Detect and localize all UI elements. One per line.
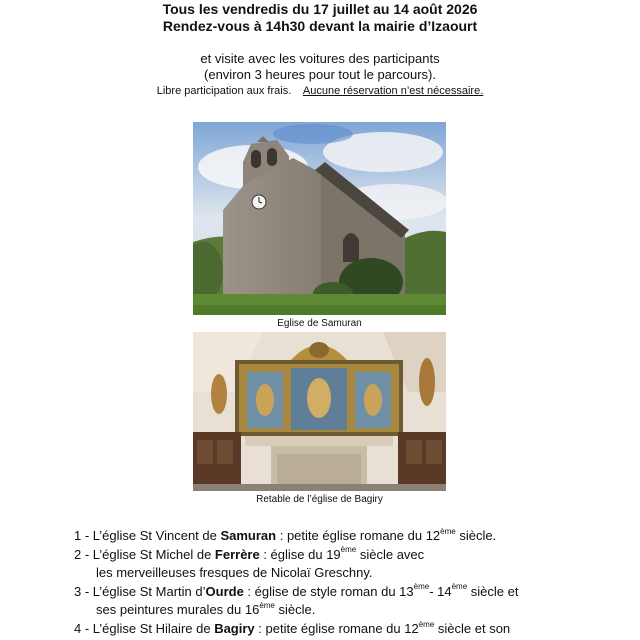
list-item-continuation: les merveilleuses fresques de Nicolaï Greschny.	[96, 565, 373, 581]
bagiry-altarpiece-photo	[193, 332, 446, 491]
place-name: Samuran	[220, 528, 277, 543]
church-list	[74, 527, 634, 639]
place-name: Ferrère	[214, 546, 260, 562]
bagiry-photo-caption: Retable de l’église de Bagiry	[256, 494, 383, 505]
participation-text: Libre participation aux frais.	[156, 85, 292, 97]
header-meeting-point: Rendez-vous à 14h30 devant la mairie d’Izaourt	[162, 18, 478, 34]
place-name: Bagiry	[214, 620, 255, 636]
intro-participation-line	[0, 84, 640, 98]
list-item: 1 - L’église St Vincent de Samuran : petite église romane du 12ème siècle.	[74, 526, 497, 543]
header-dates: Tous les vendredis du 17 juillet au 14 août 2026	[162, 1, 478, 17]
intro-line-2: (environ 3 heures pour tout le parcours).	[204, 67, 436, 82]
samuran-photo-caption: Eglise de Samuran	[277, 318, 362, 329]
list-item-continuation: ses peintures murales du 16ème siècle.	[96, 601, 316, 618]
intro	[0, 51, 640, 98]
reservation-text: Aucune réservation n’est nécessaire.	[302, 85, 484, 97]
list-item: 4 - L’église St Hilaire de Bagiry : petite église romane du 12ème siècle et son	[74, 619, 511, 636]
intro-line-1: et visite avec les voitures des participants	[200, 51, 440, 66]
place-name: Ourde	[205, 583, 244, 599]
list-item: 3 - L’église St Martin d’Ourde : église de style roman du 13ème- 14ème siècle et	[74, 582, 519, 599]
samuran-church-photo	[193, 122, 446, 315]
header	[0, 1, 640, 35]
list-item: 2 - L’église St Michel de Ferrère : église du 19ème siècle avec	[74, 545, 425, 562]
